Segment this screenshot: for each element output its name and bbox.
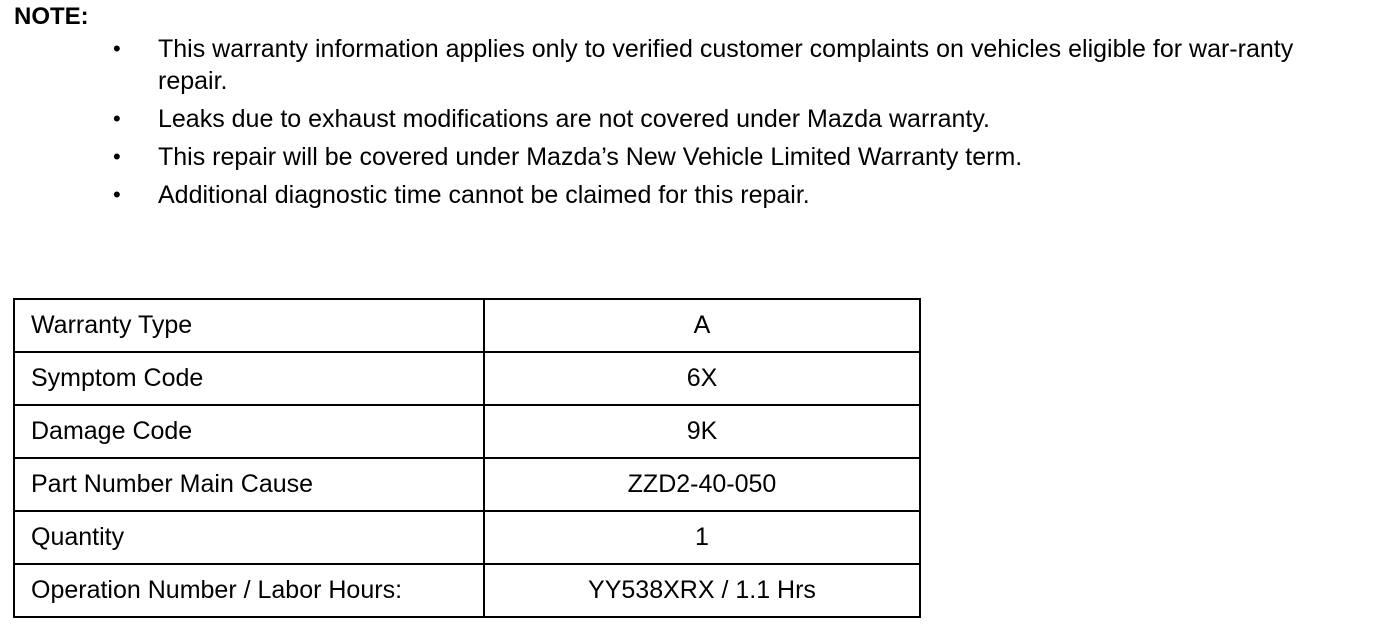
- note-item-text: This warranty information applies only to verified customer complaints on vehicles eligible for war-ranty repair.: [158, 35, 1294, 95]
- bullet-icon: •: [113, 106, 121, 131]
- table-row: [14, 352, 920, 405]
- warranty-type-value: A: [484, 299, 920, 352]
- table-row: [14, 405, 920, 458]
- operation-number-label: Operation Number / Labor Hours:: [14, 564, 484, 617]
- table-row: [14, 511, 920, 564]
- symptom-code-value: 6X: [484, 352, 920, 405]
- note-item-text: Additional diagnostic time cannot be claimed for this repair.: [158, 181, 810, 209]
- damage-code-label: Damage Code: [14, 405, 484, 458]
- warranty-type-label: Warranty Type: [14, 299, 484, 352]
- bullet-icon: •: [113, 144, 121, 169]
- bullet-icon: •: [113, 182, 121, 207]
- table-row: [14, 564, 920, 617]
- operation-number-value: YY538XRX / 1.1 Hrs: [484, 564, 920, 617]
- symptom-code-label: Symptom Code: [14, 352, 484, 405]
- note-item: [0, 179, 1376, 211]
- table-row: [14, 458, 920, 511]
- bullet-icon: •: [113, 36, 121, 61]
- note-list: [0, 33, 1376, 211]
- note-item: [0, 141, 1376, 173]
- note-item: [0, 103, 1376, 135]
- damage-code-value: 9K: [484, 405, 920, 458]
- note-item: [0, 33, 1376, 97]
- note-item-text: Leaks due to exhaust modifications are not covered under Mazda warranty.: [158, 105, 990, 133]
- quantity-label: Quantity: [14, 511, 484, 564]
- warranty-table: [13, 298, 921, 618]
- note-item-text: This repair will be covered under Mazda’s New Vehicle Limited Warranty term.: [158, 143, 1023, 171]
- part-number-label: Part Number Main Cause: [14, 458, 484, 511]
- table-row: [14, 299, 920, 352]
- note-heading: NOTE:: [14, 3, 89, 30]
- part-number-value: ZZD2-40-050: [484, 458, 920, 511]
- quantity-value: 1: [484, 511, 920, 564]
